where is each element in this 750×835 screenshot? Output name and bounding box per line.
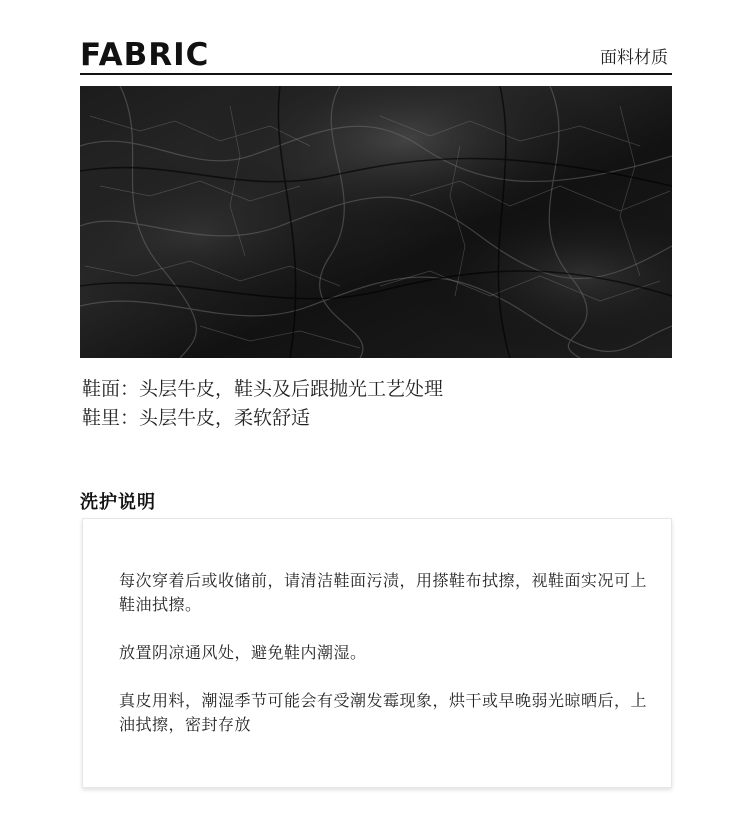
lining-material-text: 鞋里：头层牛皮，柔软舒适 [82, 407, 311, 429]
care-paragraph-storage: 放置阴凉通风处，避免鞋内潮湿。 [119, 643, 367, 662]
care-paragraph-cleaning: 每次穿着后或收储前，请清洁鞋面污渍，用搽鞋布拭擦，视鞋面实况可上鞋油拭擦。 [119, 571, 648, 614]
header-divider [80, 73, 672, 75]
care-instructions-box [82, 518, 672, 788]
leather-texture-graphic [80, 86, 672, 358]
upper-material-text: 鞋面：头层牛皮，鞋头及后跟抛光工艺处理 [82, 378, 444, 400]
section-title: FABRIC [80, 37, 210, 73]
fabric-header [80, 36, 672, 76]
section-subtitle: 面料材质 [600, 48, 668, 68]
care-instructions-title: 洗护说明 [80, 492, 156, 513]
leather-texture-image [80, 86, 672, 358]
care-paragraph-moisture: 真皮用料，潮湿季节可能会有受潮发霉现象，烘干或早晚弱光晾晒后，上油拭擦，密封存放 [119, 691, 648, 734]
